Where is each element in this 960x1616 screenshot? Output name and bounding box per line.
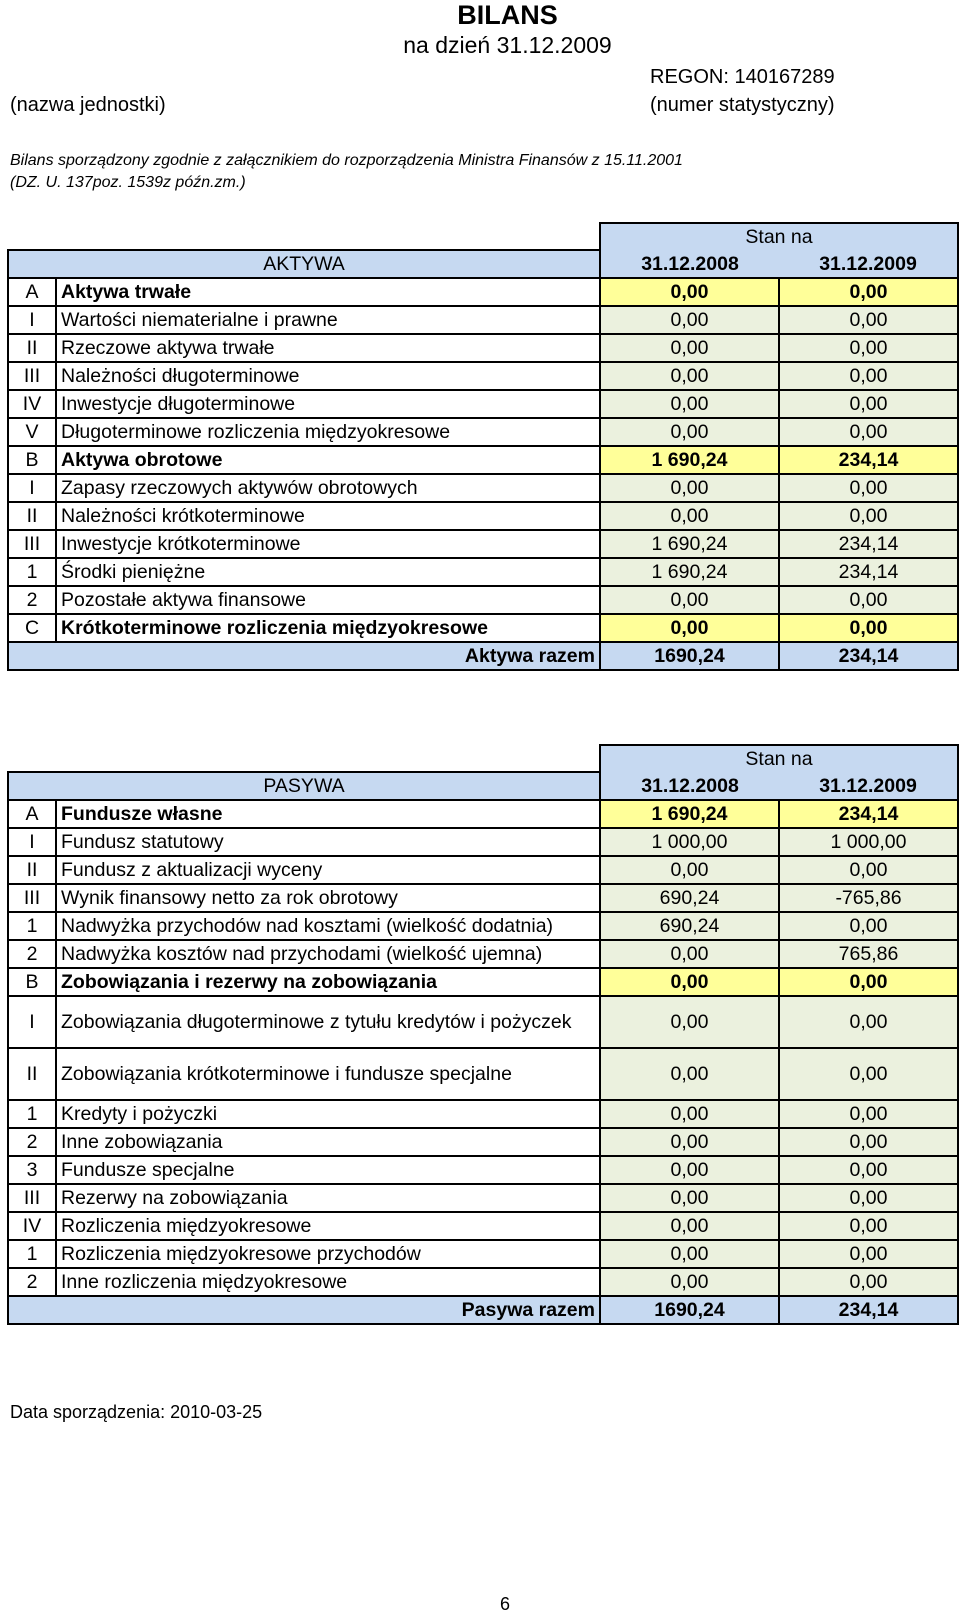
liabilities-row-value-2009: 234,14 [779,800,958,828]
liabilities-row-code: 2 [8,1128,56,1156]
liabilities-row-label: Fundusz z aktualizacji wyceny [56,856,600,884]
assets-row [8,474,958,502]
liabilities-row-value-2009: 765,86 [779,940,958,968]
assets-row-code: II [8,334,56,362]
assets-header-row-1 [8,223,958,250]
assets-row [8,502,958,530]
assets-row-code: II [8,502,56,530]
liabilities-row-label: Rozliczenia międzyokresowe przychodów [56,1240,600,1268]
assets-row-code: 1 [8,558,56,586]
liabilities-row [8,996,958,1048]
liabilities-row-label: Wynik finansowy netto za rok obrotowy [56,884,600,912]
liabilities-row [8,1100,958,1128]
liabilities-row [8,884,958,912]
liabilities-row-code: 1 [8,1240,56,1268]
liabilities-row-value-2009: 0,00 [779,968,958,996]
assets-row-code: I [8,474,56,502]
assets-row [8,362,958,390]
liabilities-row [8,1184,958,1212]
assets-row-value-2008: 0,00 [600,278,779,306]
assets-row-value-2008: 0,00 [600,334,779,362]
liabilities-row-value-2009: 0,00 [779,1240,958,1268]
assets-row-value-2009: 234,14 [779,446,958,474]
liabilities-row-code: II [8,1048,56,1100]
liabilities-header-row-2 [8,772,958,800]
assets-row-value-2008: 0,00 [600,306,779,334]
assets-row-value-2008: 0,00 [600,418,779,446]
liabilities-row-value-2008: 0,00 [600,1212,779,1240]
liabilities-row-label: Inne zobowiązania [56,1128,600,1156]
assets-row-value-2008: 1 690,24 [600,558,779,586]
assets-row-label: Zapasy rzeczowych aktywów obrotowych [56,474,600,502]
assets-row-code: III [8,362,56,390]
assets-total-2008: 1690,24 [600,642,779,670]
liabilities-row-code: 1 [8,912,56,940]
assets-row-label: Długoterminowe rozliczenia międzyokresowe [56,418,600,446]
assets-row-label: Pozostałe aktywa finansowe [56,586,600,614]
liabilities-row [8,1268,958,1296]
assets-row-label: Aktywa obrotowe [56,446,600,474]
liabilities-row [8,968,958,996]
liabilities-row-value-2009: 0,00 [779,1268,958,1296]
liabilities-row-label: Nadwyżka kosztów nad przychodami (wielkość ujemna) [56,940,600,968]
liabilities-row-value-2008: 1 690,24 [600,800,779,828]
liabilities-row-code: B [8,968,56,996]
assets-row-value-2008: 1 690,24 [600,530,779,558]
assets-row-value-2009: 0,00 [779,502,958,530]
statistical-number-label: (numer statystyczny) [650,94,835,116]
assets-row-value-2008: 0,00 [600,362,779,390]
assets-row-value-2009: 234,14 [779,558,958,586]
liabilities-row-value-2008: 0,00 [600,996,779,1048]
assets-row [8,390,958,418]
regon-number: REGON: 140167289 [650,66,835,88]
assets-total-label: Aktywa razem [8,642,600,670]
assets-row-value-2009: 0,00 [779,474,958,502]
liabilities-row-value-2008: 0,00 [600,1048,779,1100]
assets-col-2008: 31.12.2008 [600,250,779,278]
liabilities-row-value-2008: 0,00 [600,1240,779,1268]
assets-row-label: Wartości niematerialne i prawne [56,306,600,334]
liabilities-row-code: 2 [8,1268,56,1296]
assets-row-code: B [8,446,56,474]
assets-row-label: Środki pieniężne [56,558,600,586]
assets-row-value-2009: 0,00 [779,586,958,614]
liabilities-row-value-2008: 0,00 [600,1128,779,1156]
liabilities-row-label: Fundusze własne [56,800,600,828]
assets-row-label: Inwestycje długoterminowe [56,390,600,418]
assets-row-value-2008: 0,00 [600,586,779,614]
assets-row-value-2008: 0,00 [600,390,779,418]
liabilities-row-label: Kredyty i pożyczki [56,1100,600,1128]
liabilities-row-code: I [8,996,56,1048]
assets-table [7,222,959,671]
assets-row [8,418,958,446]
assets-row [8,530,958,558]
assets-row-value-2009: 0,00 [779,418,958,446]
assets-total-2009: 234,14 [779,642,958,670]
assets-row-value-2009: 234,14 [779,530,958,558]
assets-row-value-2009: 0,00 [779,390,958,418]
liabilities-row [8,912,958,940]
liabilities-row-value-2009: 0,00 [779,1048,958,1100]
liabilities-row-label: Rozliczenia międzyokresowe [56,1212,600,1240]
liabilities-row-value-2008: 0,00 [600,968,779,996]
liabilities-row-code: III [8,1184,56,1212]
liabilities-row-value-2009: 0,00 [779,912,958,940]
assets-row-label: Krótkoterminowe rozliczenia międzyokresowe [56,614,600,642]
liabilities-total-label: Pasywa razem [8,1296,600,1324]
liabilities-row-value-2008: 0,00 [600,856,779,884]
liabilities-row [8,1128,958,1156]
assets-row [8,306,958,334]
assets-row-value-2009: 0,00 [779,362,958,390]
liabilities-total-2008: 1690,24 [600,1296,779,1324]
assets-row-value-2008: 1 690,24 [600,446,779,474]
assets-row-code: A [8,278,56,306]
liabilities-row-value-2008: 0,00 [600,1156,779,1184]
liabilities-row-value-2008: 0,00 [600,1268,779,1296]
liabilities-row-code: IV [8,1212,56,1240]
preparation-date: Data sporządzenia: 2010-03-25 [10,1402,263,1422]
liabilities-row-code: A [8,800,56,828]
assets-row-value-2008: 0,00 [600,474,779,502]
assets-row-value-2008: 0,00 [600,502,779,530]
liabilities-row [8,1212,958,1240]
liabilities-row-value-2008: 1 000,00 [600,828,779,856]
liabilities-stan-na: Stan na [600,745,958,772]
assets-row-label: Aktywa trwałe [56,278,600,306]
liabilities-row-label: Zobowiązania długoterminowe z tytułu kredytów i pożyczek [56,996,600,1048]
unit-name-label: (nazwa jednostki) [10,94,166,116]
liabilities-row-code: 3 [8,1156,56,1184]
liabilities-row [8,940,958,968]
liabilities-row-value-2009: 0,00 [779,856,958,884]
liabilities-total-row [8,1296,958,1324]
liabilities-row-label: Inne rozliczenia międzyokresowe [56,1268,600,1296]
assets-row-code: I [8,306,56,334]
liabilities-row-value-2008: 690,24 [600,884,779,912]
liabilities-row [8,856,958,884]
assets-row-value-2009: 0,00 [779,306,958,334]
liabilities-row-label: Nadwyżka przychodów nad kosztami (wielkość dodatnia) [56,912,600,940]
page-number: 6 [499,1594,510,1614]
assets-row-value-2009: 0,00 [779,614,958,642]
assets-row-label: Rzeczowe aktywa trwałe [56,334,600,362]
liabilities-row-value-2009: 0,00 [779,1100,958,1128]
assets-title: AKTYWA [8,250,600,278]
balance-date: na dzień 31.12.2009 [403,32,612,58]
liabilities-row [8,800,958,828]
liabilities-row-value-2009: -765,86 [779,884,958,912]
liabilities-row-value-2008: 0,00 [600,940,779,968]
liabilities-row [8,1048,958,1100]
assets-row-label: Inwestycje krótkoterminowe [56,530,600,558]
assets-row [8,614,958,642]
liabilities-row-value-2008: 690,24 [600,912,779,940]
assets-row-label: Należności długoterminowe [56,362,600,390]
liabilities-row-value-2009: 0,00 [779,1212,958,1240]
assets-header-row-2 [8,250,958,278]
liabilities-table [7,744,959,1325]
liabilities-row-code: 1 [8,1100,56,1128]
assets-row-code: V [8,418,56,446]
liabilities-row-label: Fundusz statutowy [56,828,600,856]
assets-row [8,558,958,586]
assets-row-value-2008: 0,00 [600,614,779,642]
liabilities-row-value-2009: 0,00 [779,996,958,1048]
liabilities-row-value-2009: 0,00 [779,1156,958,1184]
liabilities-title: PASYWA [8,772,600,800]
assets-total-row [8,642,958,670]
assets-row-value-2009: 0,00 [779,334,958,362]
liabilities-col-2009: 31.12.2009 [779,772,958,800]
liabilities-row-code: I [8,828,56,856]
liabilities-row-label: Rezerwy na zobowiązania [56,1184,600,1212]
assets-row-value-2009: 0,00 [779,278,958,306]
assets-row [8,334,958,362]
liabilities-row-code: II [8,856,56,884]
assets-col-2009: 31.12.2009 [779,250,958,278]
liabilities-row [8,1156,958,1184]
assets-row-code: 2 [8,586,56,614]
liabilities-row-code: III [8,884,56,912]
liabilities-row-label: Zobowiązania i rezerwy na zobowiązania [56,968,600,996]
regulation-note: Bilans sporządzony zgodnie z załącznikiem do rozporządzenia Ministra Finansów z 15.11.2001 (DZ. U. 137poz. 1539z późn.zm.) [10,152,683,191]
liabilities-header-row-1 [8,745,958,772]
assets-row-code: IV [8,390,56,418]
liabilities-row-code: 2 [8,940,56,968]
assets-row-label: Należności krótkoterminowe [56,502,600,530]
assets-row-code: III [8,530,56,558]
document-title: BILANS [457,0,558,30]
liabilities-row [8,828,958,856]
liabilities-total-2009: 234,14 [779,1296,958,1324]
liabilities-row-value-2009: 1 000,00 [779,828,958,856]
liabilities-row-label: Fundusze specjalne [56,1156,600,1184]
liabilities-row-value-2009: 0,00 [779,1184,958,1212]
liabilities-row [8,1240,958,1268]
assets-row [8,446,958,474]
assets-stan-na: Stan na [600,223,958,250]
assets-row [8,278,958,306]
assets-row-code: C [8,614,56,642]
liabilities-row-value-2008: 0,00 [600,1100,779,1128]
assets-row [8,586,958,614]
liabilities-row-label: Zobowiązania krótkoterminowe i fundusze specjalne [56,1048,600,1100]
liabilities-row-value-2008: 0,00 [600,1184,779,1212]
liabilities-row-value-2009: 0,00 [779,1128,958,1156]
liabilities-col-2008: 31.12.2008 [600,772,779,800]
